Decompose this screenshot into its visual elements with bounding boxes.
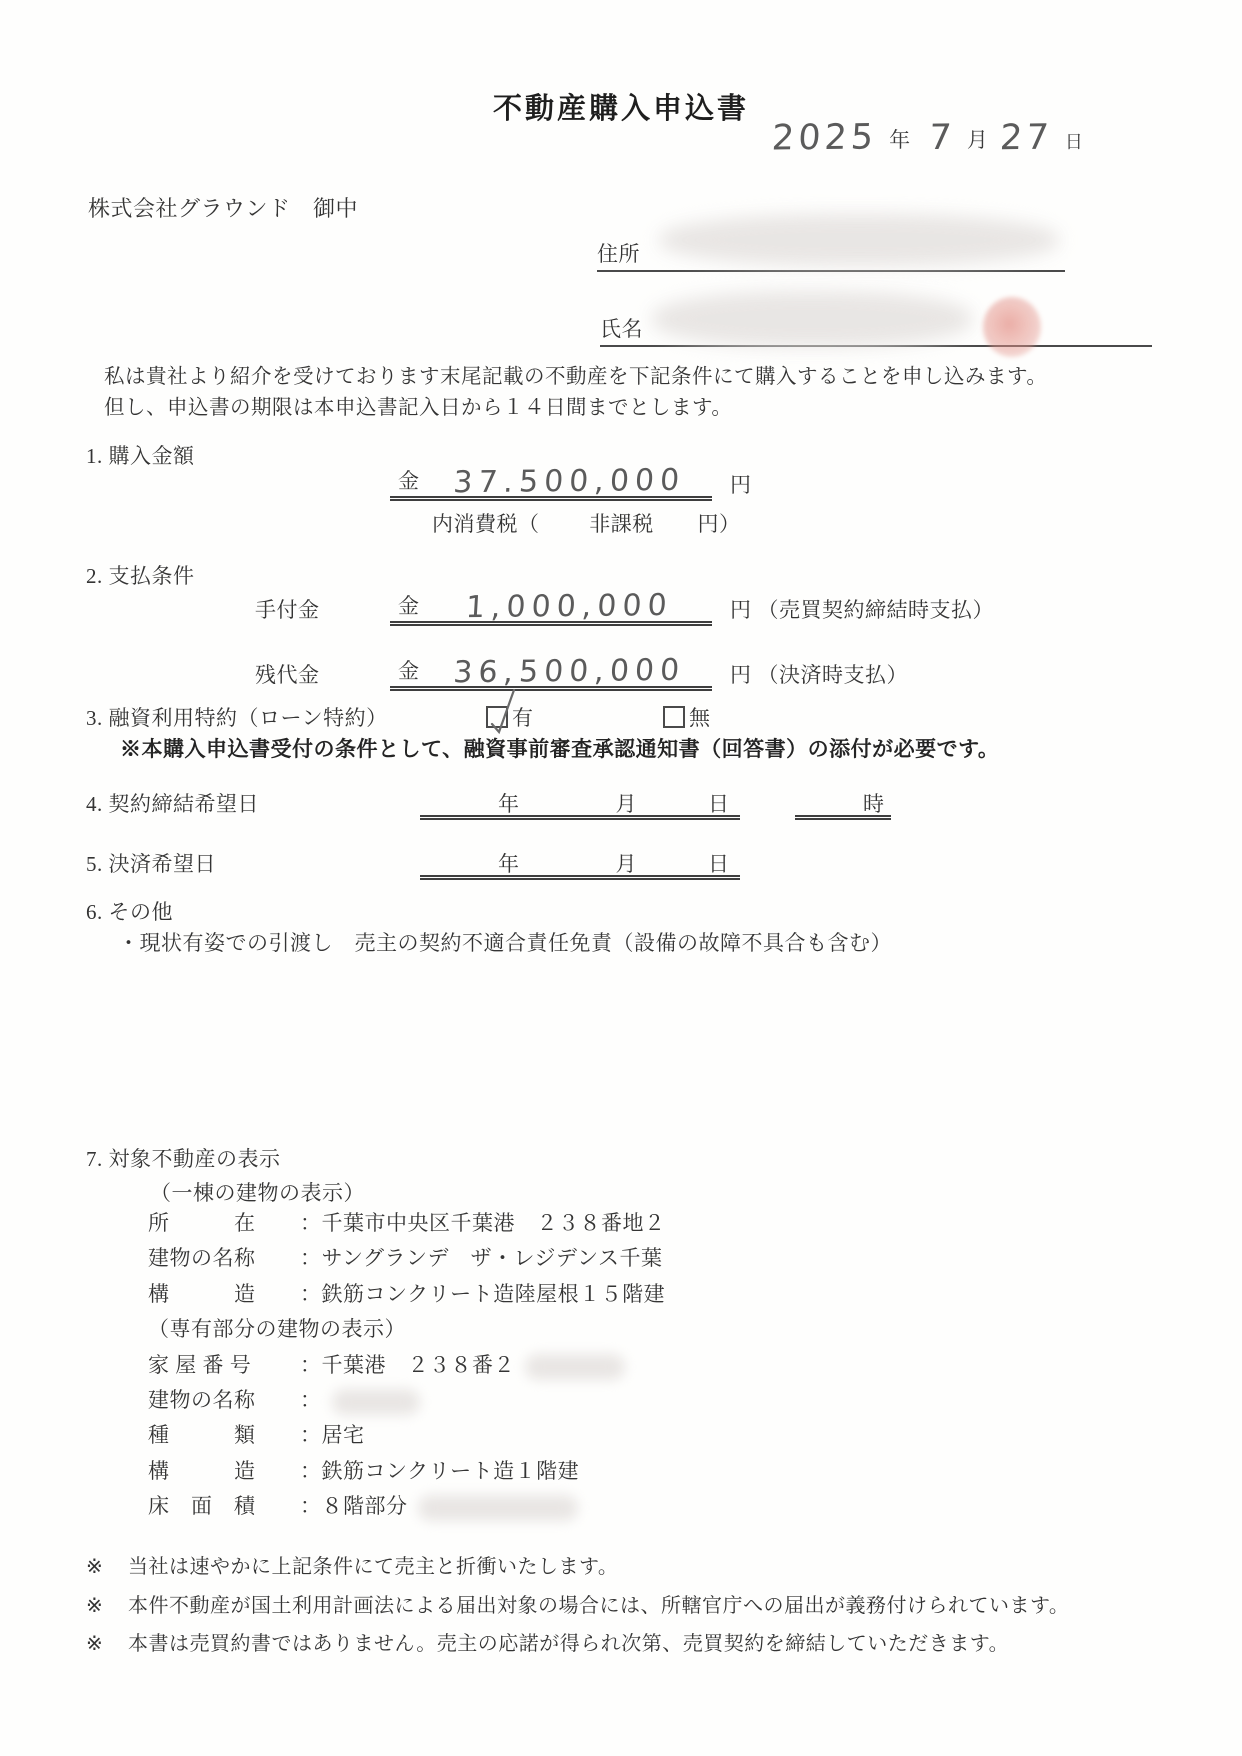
loan-option-yes <box>486 702 534 732</box>
reference-mark: ※ <box>86 1633 104 1655</box>
house-number-redaction-blur <box>525 1354 625 1380</box>
loan-option-no <box>663 702 711 732</box>
tax-suffix: 円） <box>697 512 741 536</box>
property-row-location: 所 在 ：千葉市中央区千葉港 ２３８番地２ <box>148 1211 666 1235</box>
floor-area-value: ８階部分 <box>321 1494 408 1519</box>
check-mark-icon <box>486 686 520 736</box>
property-structure-value: 鉄筋コンクリート造陸屋根１５階建 <box>321 1281 666 1306</box>
hanko-seal <box>983 297 1041 357</box>
unit-structure-value: 鉄筋コンクリート造１階建 <box>321 1458 580 1483</box>
intro-line-2: 但し、申込書の期限は本申込書記入日から１４日間までとします。 <box>104 397 733 419</box>
property-row-structure: 構 造 ：鉄筋コンクリート造陸屋根１５階建 <box>148 1281 666 1306</box>
house-number-value: 千葉港 ２３８番２ <box>321 1352 515 1377</box>
property-type-value: 居宅 <box>321 1423 365 1448</box>
yen-unit: 円 <box>730 598 752 622</box>
purchase-amount-value: 37.500,000 <box>451 462 686 501</box>
deposit-line <box>255 580 994 626</box>
name-label: 氏名 <box>600 317 643 341</box>
year-label: 年 <box>498 792 520 816</box>
applicant-name-line <box>600 303 1152 347</box>
hour-label: 時 <box>863 792 885 816</box>
deposit-label: 手付金 <box>255 598 320 622</box>
address-redaction-blur <box>659 214 1059 266</box>
section1-heading: 1. 購入金額 <box>86 444 195 468</box>
footnotes <box>86 1548 1186 1664</box>
date-month-value: 7 <box>927 117 957 159</box>
property-row-type: 種 類 ：居宅 <box>148 1423 365 1448</box>
property-row-unit-structure: 構 造 ：鉄筋コンクリート造１階建 <box>148 1458 580 1483</box>
section4-heading: 4. 契約締結希望日 <box>86 792 259 816</box>
reference-mark: ※ <box>86 1556 104 1578</box>
intro-line-1: 私は貴社より紹介を受けております末尾記載の不動産を下記条件にて購入することを申し込みます。 <box>104 366 1048 388</box>
section3-heading: 3. 融資利用特約（ローン特約） <box>86 706 388 730</box>
property-row-building-name: 建物の名称 ：サングランデ ザ・レジデンス千葉 <box>148 1246 663 1271</box>
loan-clause-line <box>86 702 1156 732</box>
footnote-1: ※ 当社は速やかに上記条件にて売主と折衝いたします。 <box>86 1548 1186 1587</box>
loan-no-checkbox-unchecked-icon <box>663 706 685 728</box>
unit-display-header: （専有部分の建物の表示） <box>148 1317 406 1342</box>
contract-date-line <box>86 788 1156 822</box>
day-label: 日 <box>708 792 730 816</box>
reference-mark: ※ <box>86 1594 104 1617</box>
balance-line <box>255 645 908 691</box>
unit-building-name-redaction-blur <box>332 1389 420 1415</box>
consumption-tax-line <box>432 508 741 538</box>
section6-heading: 6. その他 <box>86 900 173 924</box>
property-location-value: 千葉市中央区千葉港 ２３８番地２ <box>321 1211 666 1235</box>
yen-unit: 円 <box>730 473 752 497</box>
date-day-label: 日 <box>1064 132 1084 152</box>
footnote-2: ※ 本件不動産が国土利用計画法による届出対象の場合には、所轄官庁への届出が義務付けられています。 <box>86 1587 1186 1626</box>
date-year-value: 2025 <box>770 117 879 159</box>
currency-label: 金 <box>398 594 420 618</box>
intro-paragraph <box>104 362 1047 424</box>
applicant-address-line <box>597 228 1065 272</box>
section7-heading: 7. 対象不動産の表示 <box>86 1147 281 1171</box>
balance-label: 残代金 <box>255 663 320 687</box>
settlement-date-line <box>86 848 1156 882</box>
property-building-name-value: サングランデ ザ・レジデンス千葉 <box>321 1246 663 1271</box>
property-row-floor-area: 床 面 積 ：８階部分 <box>148 1489 666 1524</box>
loan-clause-note: ※本購入申込書受付の条件として、融資事前審査承認通知書（回答書）の添付が必要です。 <box>120 737 1000 761</box>
deposit-note: （売買契約締結時支払） <box>757 598 994 622</box>
date-month-label: 月 <box>966 128 989 152</box>
section2-heading: 2. 支払条件 <box>86 564 195 588</box>
month-label: 月 <box>615 792 637 816</box>
tax-prefix: 内消費税（ <box>432 512 540 536</box>
application-date <box>772 118 1083 158</box>
loan-yes-label: 有 <box>512 706 534 730</box>
balance-amount-value: 36,500,000 <box>451 652 686 691</box>
addressee: 株式会社グラウンド 御中 <box>88 196 359 221</box>
footnote-3: ※ 本書は売買約書ではありません。売主の応諾が得られ次第、売買契約を締結していただきます。 <box>86 1625 1186 1664</box>
property-row-unit-building-name: 建物の名称 ： <box>148 1383 666 1418</box>
section5-heading: 5. 決済希望日 <box>86 852 216 876</box>
date-year-label: 年 <box>889 128 911 152</box>
name-redaction-blur <box>652 291 972 347</box>
building-display-header: （一棟の建物の表示） <box>150 1181 365 1205</box>
property-row-house-number: 家 屋 番 号 ：千葉港 ２３８番２ <box>148 1348 666 1383</box>
address-label: 住所 <box>597 242 640 266</box>
property-details <box>148 1206 666 1525</box>
month-label: 月 <box>615 852 637 876</box>
year-label: 年 <box>498 852 520 876</box>
tax-value: 非課税 <box>589 512 654 536</box>
currency-label: 金 <box>398 659 420 683</box>
floor-area-redaction-blur <box>418 1495 578 1521</box>
section6-item: ・現状有姿での引渡し 売主の契約不適合責任免責（設備の故障不具合も含む） <box>118 931 892 955</box>
loan-yes-checkbox-checked-icon <box>486 706 508 728</box>
loan-no-label: 無 <box>689 706 711 730</box>
yen-unit: 円 <box>730 663 752 687</box>
balance-note: （決済時支払） <box>757 663 908 687</box>
currency-label: 金 <box>398 469 420 493</box>
purchase-amount-line <box>390 455 752 501</box>
date-day-value: 27 <box>999 117 1055 159</box>
document-title: 不動産購入申込書 <box>492 93 749 125</box>
day-label: 日 <box>708 852 730 876</box>
deposit-amount-value: 1,000,000 <box>464 587 674 626</box>
